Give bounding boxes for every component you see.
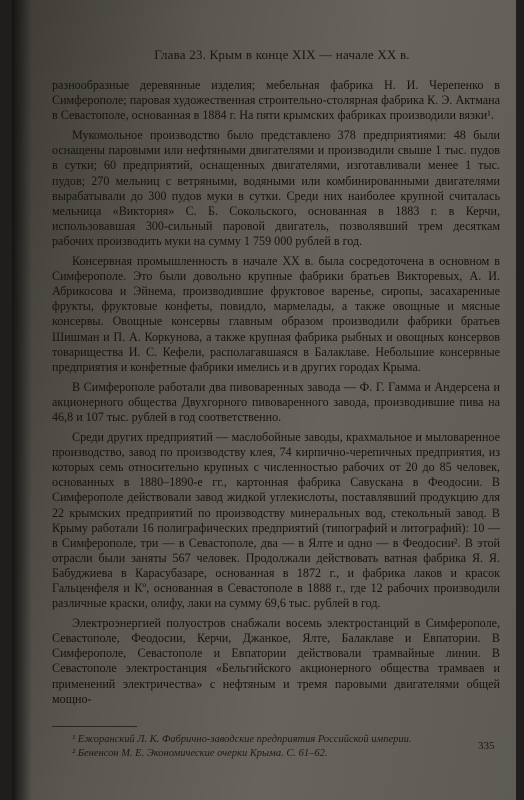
paragraph-breweries: В Симферополе работали два пивоваренных завода — Ф. Г. Гамма и Андерсена и акционерного общества Двухгорного пивоваренного завода, производившие пива на 46,8 и 107 тыс. рублей в год соответственно. [52, 379, 500, 424]
running-header: Глава 23. Крым в конце XIX — начале XX в. [154, 47, 410, 62]
page-spine-shadow [12, 0, 32, 800]
footnote-1: ¹ Ежоранский Л. К. Фабрично-заводские предприятия Российской империи. [72, 734, 412, 745]
paragraph-electricity: Электроэнергией полуостров снабжали восемь электростанций в Симферополе, Севастополе, Феодосии, Керчи, Джанкое, Ялте, Балаклаве и Евпатории. В Симферополе, Севастополе и Евпатории действовали трамвайные линии. В Севастополе электростанция «Бельгийского акционерного общества трамваев и применений электричества» с нефтяным и тремя паровыми двигателями общей мощно- [52, 616, 500, 706]
body-text [52, 78, 500, 712]
page-number: 335 [478, 740, 495, 752]
paragraph-continued: разнообразные деревянные изделия; мебельная фабрика Н. И. Черепенко в Симферополе; паровая художественная строительно-столярная фабрика К. Э. Актмана в Севастополе, основанная в 1884 г. На пяти крымских фабриках производили вязки¹. [52, 78, 500, 123]
paragraph-canning: Консервная промышленность в начале XX в. была сосредоточена в основном в Симферополе. Это были довольно крупные фабрики братьев Викторевых, А. И. Абрикосова и Эйнема, производившие фруктовое варенье, сиропы, засахаренные фрукты, фруктовые конфеты, повидло, мармелады, а также овощные и мясные консервы. Овощные консервы главным образом производили фабрики братьев Шишман и П. А. Коркунова, а также крупная фабрика рыбных и овощных консервов товарищества И. С. Кефели, располагавшаяся в Балаклаве. Небольшие консервные предприятия и конфетные фабрики имелись и в других городах Крыма. [52, 254, 500, 374]
footnotes [52, 726, 432, 761]
footnote-2: ² Бененсон М. Е. Экономические очерки Крыма. С. 61–62. [72, 748, 328, 759]
paragraph-milling: Мукомольное производство было представлено 378 предприятиями: 48 были оснащены паровыми или нефтяными двигателями и производили свыше 1 тыс. пудов в сутки; 60 предприятий, оснащенных двигателями, изготавливали менее 1 тыс. пудов; 270 мельниц с ветряными, водяными или комбинированными двигателями вырабатывали до 300 пудов муки в сутки. Среди них наиболее крупной считалась мельница «Виктория» С. Б. Сокольского, основанная в 1883 г. в Керчи, использовавшая 300-сильный паровой двигатель, позволявший трем десяткам рабочих производить муки на сумму 1 759 000 рублей в год. [52, 128, 500, 248]
footnote-rule [52, 726, 137, 727]
paragraph-other-enterprises: Среди других предприятий — маслобойные заводы, крахмальное и мыловаренное производство, завод по производству клея, 74 кирпично-черепичных предприятия, из которых семь относительно крупных с численностью рабочих от 20 до 85 человек, основанных в 1880–1890-е гг., картонная фабрика Савускана в Феодосии. В Симферополе действовали завод жидкой углекислоты, поставлявший продукцию для 22 крымских предприятий по производству минеральных вод, стекольный завод. В Крыму работали 16 полиграфических предприятий (типографий и литографий): 10 — в Симферополе, три — в Севастополе, два — в Ялте и одно — в Феодосии². В этой отрасли были заняты 567 человек. Продолжали действовать ватная фабрика Я. Я. Бабуджиева в Карасубазаре, основанная в 1872 г., и фабрика лаков и красок Гальценфеля и Кº, основанная в Севастополе в 1888 г., где 12 рабочих производили различные краски, олифу, лаки на сумму 69,6 тыс. рублей в год. [52, 430, 500, 611]
book-page [12, 0, 516, 800]
